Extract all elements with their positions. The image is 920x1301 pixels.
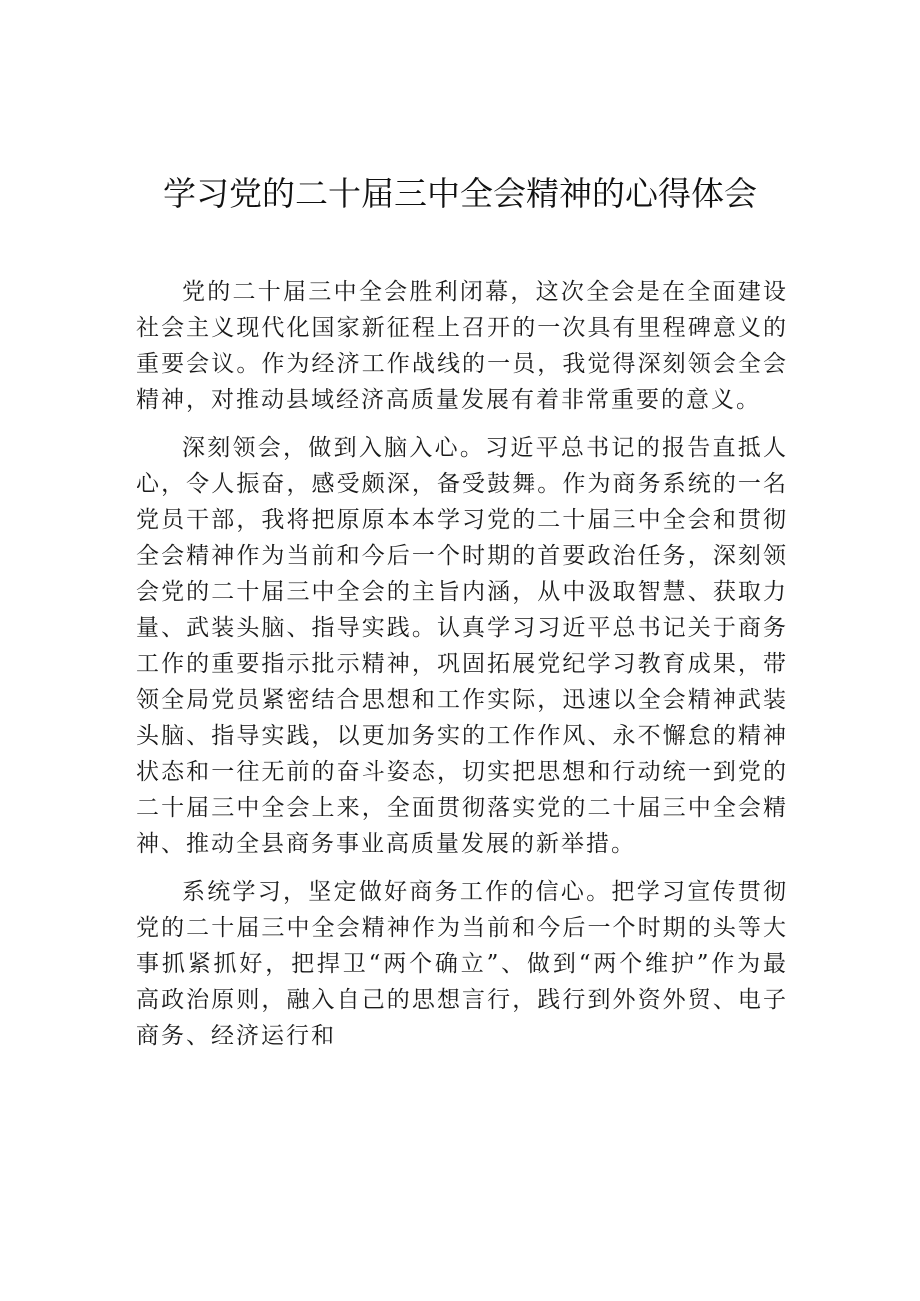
document-body (136, 274, 788, 1066)
document-title: 学习党的二十届三中全会精神的心得体会 (163, 174, 757, 213)
paragraph-3: 系统学习，坚定做好商务工作的信心。把学习宣传贯彻党的二十届三中全会精神作为当前和今后一个时期的头等大事抓紧抓好，把捍卫“两个确立”、做到“两个维护”作为最高政治原则，融入自己的思想言行，践行到外资外贸、电子商务、经济运行和 (136, 879, 788, 1049)
paragraph-1: 党的二十届三中全会胜利闭幕，这次全会是在全面建设社会主义现代化国家新征程上召开的一次具有里程碑意义的重要会议。作为经济工作战线的一员，我觉得深刻领会全会精神，对推动县域经济高质量发展有着非常重要的意义。 (136, 279, 788, 413)
paragraph-2: 深刻领会，做到入脑入心。习近平总书记的报告直抵人心，令人振奋，感受颇深，备受鼓舞。作为商务系统的一名党员干部，我将把原原本本学习党的二十届三中全会和贯彻全会精神作为当前和今后一个时期的首要政治任务，深刻领会党的二十届三中全会的主旨内涵，从中汲取智慧、获取力量、武装头脑、指导实践。认真学习习近平总书记关于商务工作的重要指示批示精神，巩固拓展党纪学习教育成果，带领全局党员紧密结合思想和工作实际，迅速以全会精神武装头脑、指导实践，以更加务实的工作作风、永不懈怠的精神状态和一往无前的奋斗姿态，切实把思想和行动统一到党的二十届三中全会上来，全面贯彻落实党的二十届三中全会精神、推动全县商务事业高质量发展的新举措。 (136, 435, 788, 857)
